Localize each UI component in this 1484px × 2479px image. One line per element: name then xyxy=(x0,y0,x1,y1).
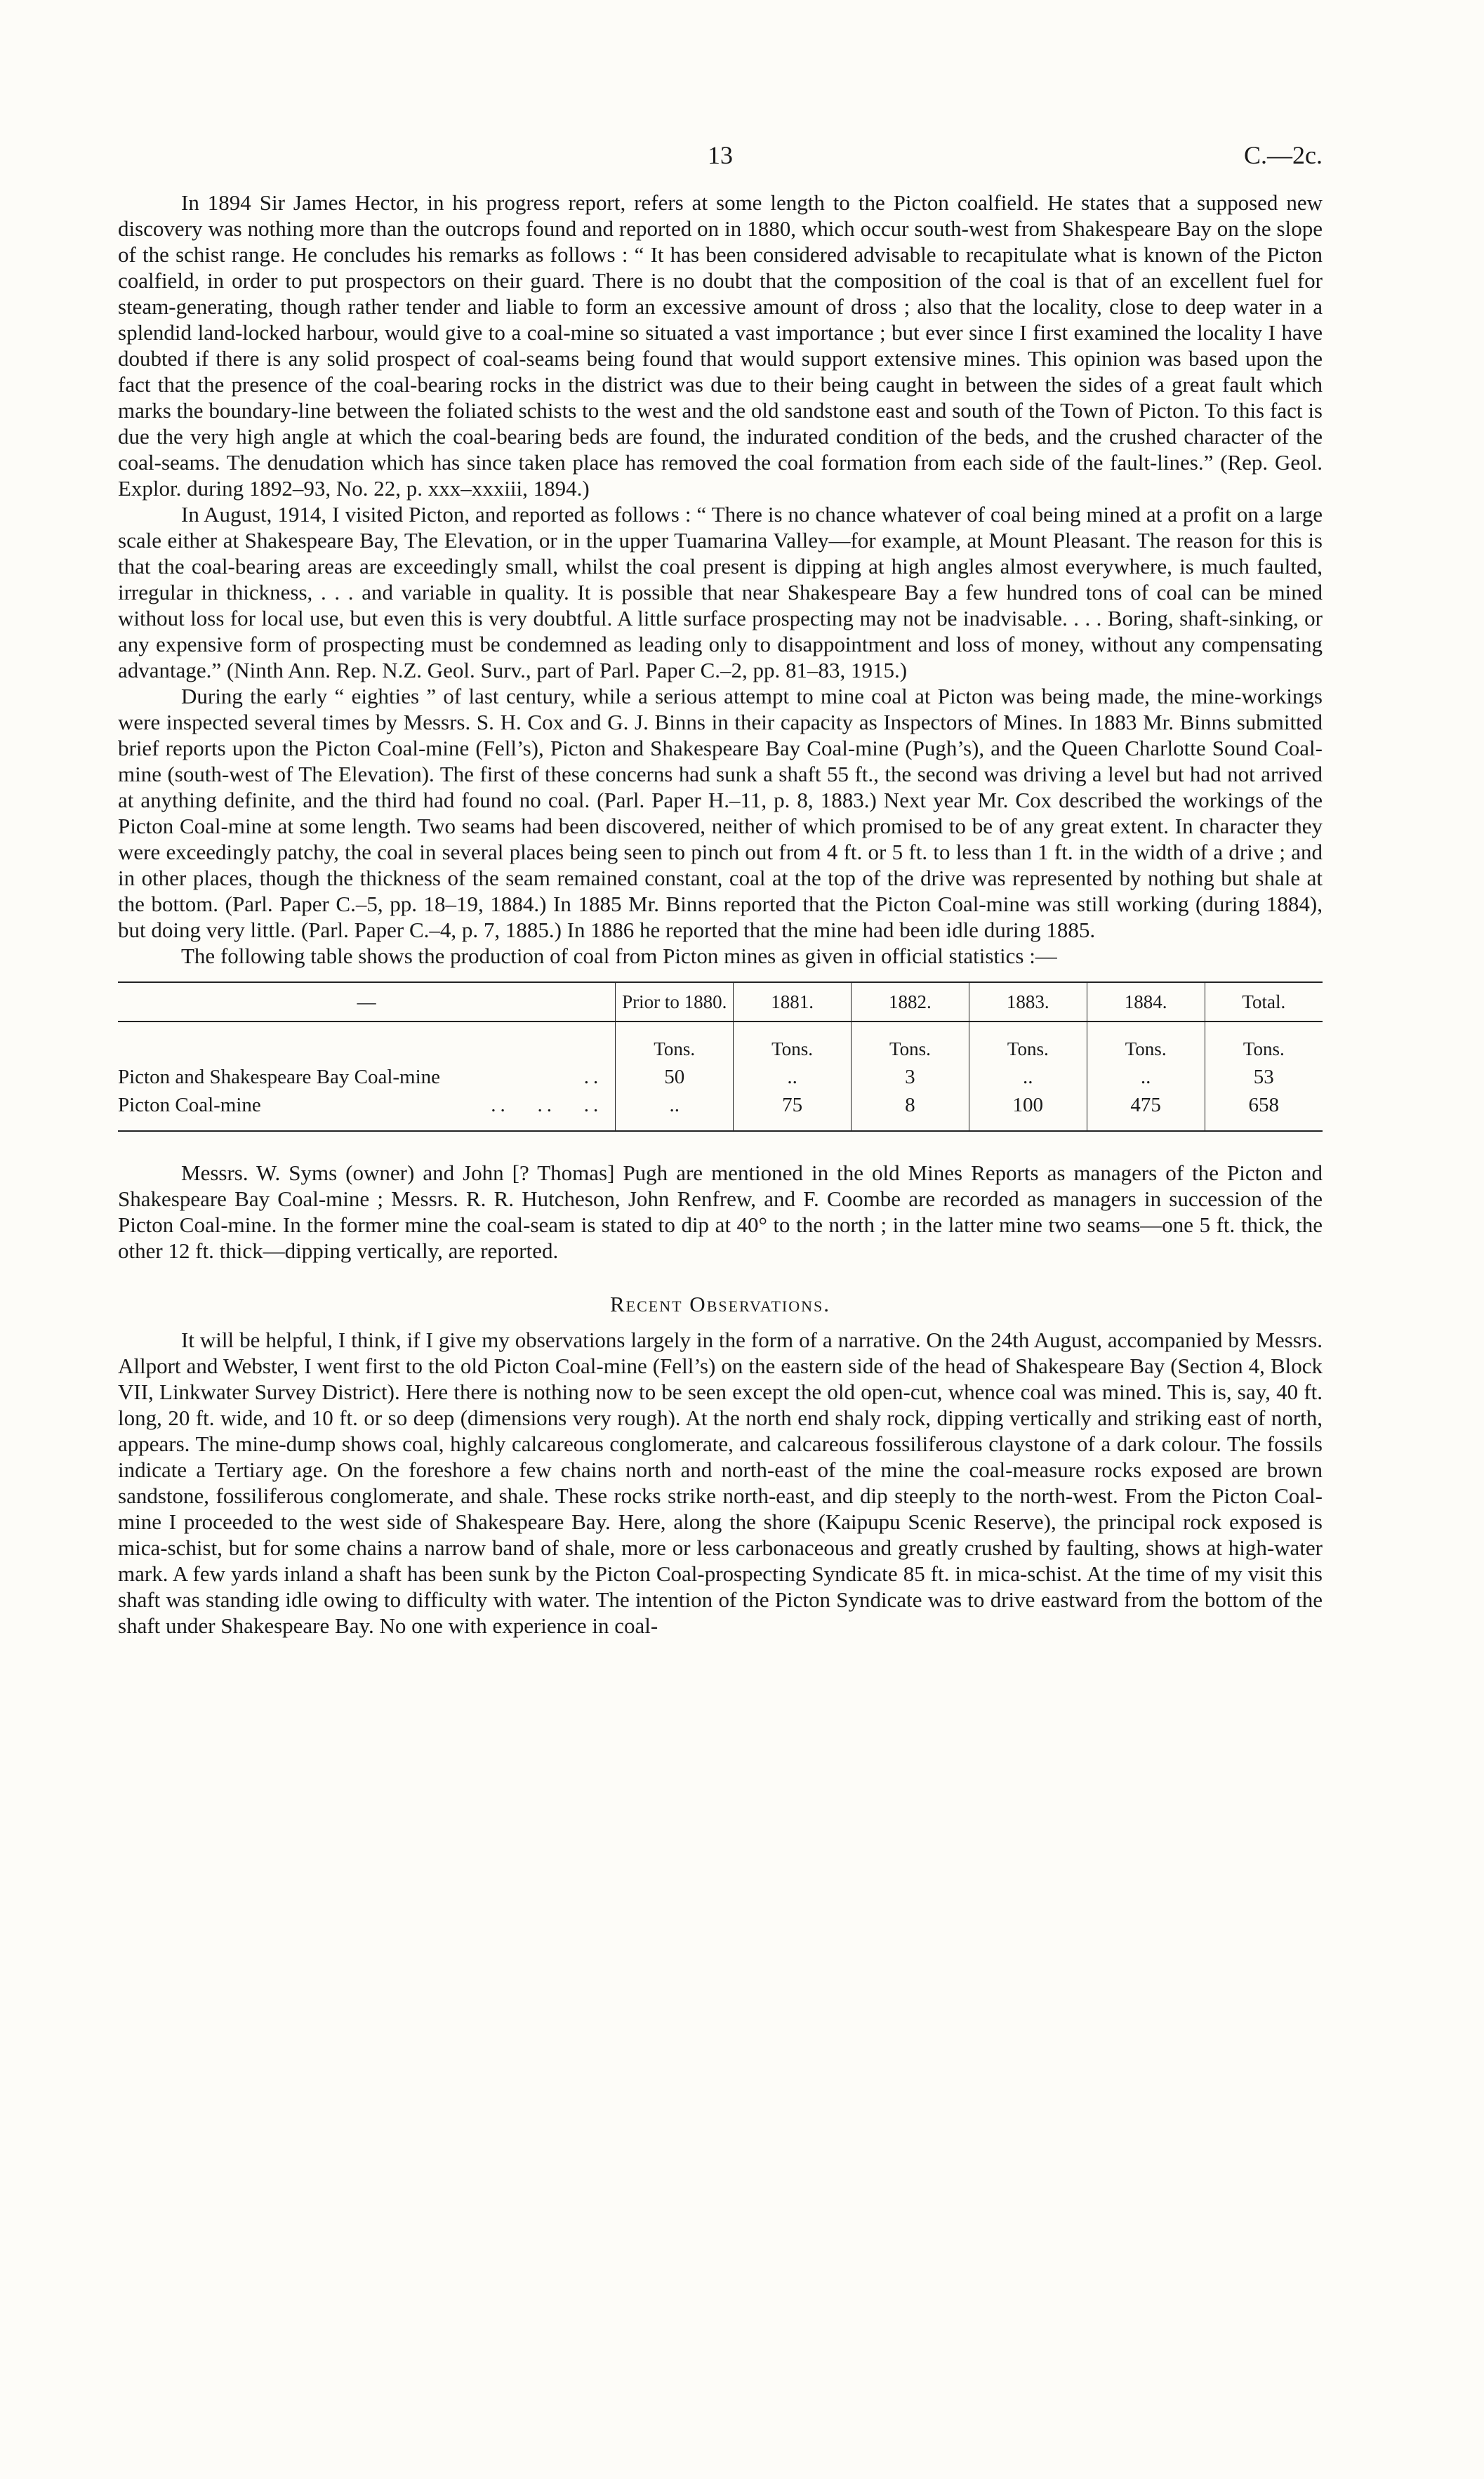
table-cell: 8 xyxy=(852,1091,969,1131)
mine-name: Picton Coal-mine xyxy=(118,1094,261,1116)
table-header-1884: 1884. xyxy=(1087,982,1205,1022)
table-cell xyxy=(118,1022,616,1063)
mine-name: Picton and Shakespeare Bay Coal-mine xyxy=(118,1066,441,1088)
table-header-row xyxy=(118,982,1323,1022)
table-cell: 658 xyxy=(1205,1091,1323,1131)
page-header xyxy=(118,140,1323,190)
table-header-prior-1880: Prior to 1880. xyxy=(616,982,734,1022)
paragraph-1914-visit: In August, 1914, I visited Picton, and reported as follows : “ There is no chance whatever of coal being mined at a profit on a large scale either at Shakespeare Bay, The Elevation, or in the upper Tuamarina Valley—for example, at Mount Pleasant. The reason for this is that the coal-bearing areas are exceedingly small, whilst the coal present is dipping at high angles almost everywhere, is much faulted, irregular in thickness, . . . and variable in quality. It is possible that near Shakespeare Bay a few hundred tons of coal can be mined without loss for local use, but even this is very doubtful. A little surface prospecting may not be inadvisable. . . . Boring, shaft-sinking, or any expensive form of prospecting must be condemned as leading only to disappointment and loss of money, without any compensating advantage.” (Ninth Ann. Rep. N.Z. Geol. Surv., part of Parl. Paper C.–2, pp. 81–83, 1915.) xyxy=(118,502,1323,682)
page-number: 13 xyxy=(708,141,733,169)
coal-production-table xyxy=(118,981,1323,1132)
document-reference: C.—2c. xyxy=(1244,141,1323,169)
table-units-row xyxy=(118,1022,1323,1063)
table-cell: .. xyxy=(616,1091,734,1131)
paragraph-hector-report: In 1894 Sir James Hector, in his progress report, refers at some length to the Picton coalfield. He states that a supposed new discovery was nothing more than the outcrops found and reported on in 1880, which occur south-west from Shakespeare Bay on the slope of the schist range. He concludes his remarks as follows : “ It has been considered advisable to recapitulate what is known of the Picton coalfield, in order to put prospectors on their guard. There is no doubt that the composition of the coal is that of an excellent fuel for steam-generating, though rather tender and liable to form an excessive amount of dross ; also that the locality, close to deep water in a splendid land-locked harbour, would give to a coal-mine so situated a vast importance ; but ever since I first examined the locality I have doubted if there is any solid prospect of coal-seams being found that would support extensive mines. This opinion was based upon the fact that the presence of the coal-bearing rocks in the district was due to their being caught in between the sides of a great fault which marks the boundary-line between the foliated schists to the west and the old sandstone east and south of the Town of Picton. To this fact is due the very high angle at which the coal-bearing beds are found, the indurated condition of the beds, and the crushed character of the coal-seams. The denudation which has since taken place has removed the coal formation from each side of the fault-lines.” (Rep. Geol. Explor. during 1892–93, No. 22, p. xxx–xxxiii, 1894.) xyxy=(118,190,1323,501)
table-header-1883: 1883. xyxy=(969,982,1087,1022)
leader-dots: .. .. .. xyxy=(491,1094,603,1116)
table-cell: .. xyxy=(734,1063,852,1091)
paragraph-recent-observations: It will be helpful, I think, if I give my observations largely in the form of a narrative. On the 24th August, accompanied by Messrs. Allport and Webster, I went first to the old Picton Coal-mine (Fell’s) on the eastern side of the head of Shakespeare Bay (Section 4, Block VII, Linkwater Survey District). Here there is nothing now to be seen except the old open-cut, whence coal was mined. This is, say, 40 ft. long, 20 ft. wide, and 10 ft. or so deep (dimensions very rough). At the north end shaly rock, dipping vertically and striking east of north, appears. The mine-dump shows coal, highly calcareous conglomerate, and calcareous fossiliferous claystone of a dark colour. The fossils indicate a Tertiary age. On the foreshore a few chains north and north-east of the mine the coal-measure rocks exposed are brown sandstone, fossiliferous conglomerate, and shale. These rocks strike north-east, and dip steeply to the north-west. From the Picton Coal-mine I proceeded to the west side of Shakespeare Bay. Here, along the shore (Kaipupu Scenic Reserve), the principal rock exposed is mica-schist, but for some chains a narrow band of shale, more or less carbonaceous and greatly crushed by faulting, shows at high-water mark. A few yards inland a shaft has been sunk by the Picton Coal-prospecting Syndicate 85 ft. in mica-schist. At the time of my visit this shaft was standing idle owing to difficulty with water. The intention of the Picton Syndicate was to drive eastward from the bottom of the shaft under Shakespeare Bay. No one with experience in coal- xyxy=(118,1328,1323,1638)
leader-dots: .. xyxy=(583,1066,603,1088)
table-cell: 3 xyxy=(852,1063,969,1091)
table-cell: .. xyxy=(969,1063,1087,1091)
table-row-label xyxy=(118,1091,616,1131)
document-page xyxy=(118,140,1323,1639)
paragraph-mine-managers: Messrs. W. Syms (owner) and John [? Thomas] Pugh are mentioned in the old Mines Reports as managers of the Picton and Shakespeare Bay Coal-mine ; Messrs. R. R. Hutcheson, John Renfrew, and F. Coombe are recorded as managers in succession of the Picton Coal-mine. In the former mine the coal-seam is stated to dip at 40° to the north ; in the latter mine two seams—one 5 ft. thick, the other 12 ft. thick—dipping vertically, are reported. xyxy=(118,1161,1323,1263)
table-cell: 475 xyxy=(1087,1091,1205,1131)
paragraph-table-intro: The following table shows the production of coal from Picton mines as given in official statistics :— xyxy=(181,944,1057,968)
table-header-1881: 1881. xyxy=(734,982,852,1022)
table-cell: 53 xyxy=(1205,1063,1323,1091)
table-cell: 100 xyxy=(969,1091,1087,1131)
table-cell: Tons. xyxy=(852,1022,969,1063)
table-cell: .. xyxy=(1087,1063,1205,1091)
table-cell: Tons. xyxy=(734,1022,852,1063)
table-row-label xyxy=(118,1063,616,1091)
table-row xyxy=(118,1063,1323,1091)
table-cell: 75 xyxy=(734,1091,852,1131)
table-cell: Tons. xyxy=(616,1022,734,1063)
table-header-1882: 1882. xyxy=(852,982,969,1022)
table-row xyxy=(118,1091,1323,1131)
section-heading-recent-observations: Recent Observations. xyxy=(610,1292,830,1316)
table-cell: Tons. xyxy=(1205,1022,1323,1063)
table-cell: Tons. xyxy=(969,1022,1087,1063)
table-cell: Tons. xyxy=(1087,1022,1205,1063)
table-header-blank: — xyxy=(118,982,616,1022)
table-header-total: Total. xyxy=(1205,982,1323,1022)
paragraph-eighties-inspections: During the early “ eighties ” of last century, while a serious attempt to mine coal at Picton was being made, the mine-workings were inspected several times by Messrs. S. H. Cox and G. J. Binns in their capacity as Inspectors of Mines. In 1883 Mr. Binns submitted brief reports upon the Picton Coal-mine (Fell’s), Picton and Shakespeare Bay Coal-mine (Pugh’s), and the Queen Charlotte Sound Coal-mine (south-west of The Elevation). The first of these concerns had sunk a shaft 55 ft., the second was driving a level but had not arrived at anything definite, and the third had found no coal. (Parl. Paper H.–11, p. 8, 1883.) Next year Mr. Cox described the workings of the Picton Coal-mine at some length. Two seams had been discovered, neither of which promised to be of any great extent. In character they were exceedingly patchy, the coal in several places being seen to pinch out from 4 ft. or 5 ft. to less than 1 ft. in the width of a drive ; and in other places, though the thickness of the seam remained constant, coal at the top of the drive was represented by nothing but shale at the bottom. (Parl. Paper C.–5, pp. 18–19, 1884.) In 1885 Mr. Binns reported that the Picton Coal-mine was still working (during 1884), but doing very little. (Parl. Paper C.–4, p. 7, 1885.) In 1886 he reported that the mine had been idle during 1885. xyxy=(118,684,1323,942)
table-cell: 50 xyxy=(616,1063,734,1091)
